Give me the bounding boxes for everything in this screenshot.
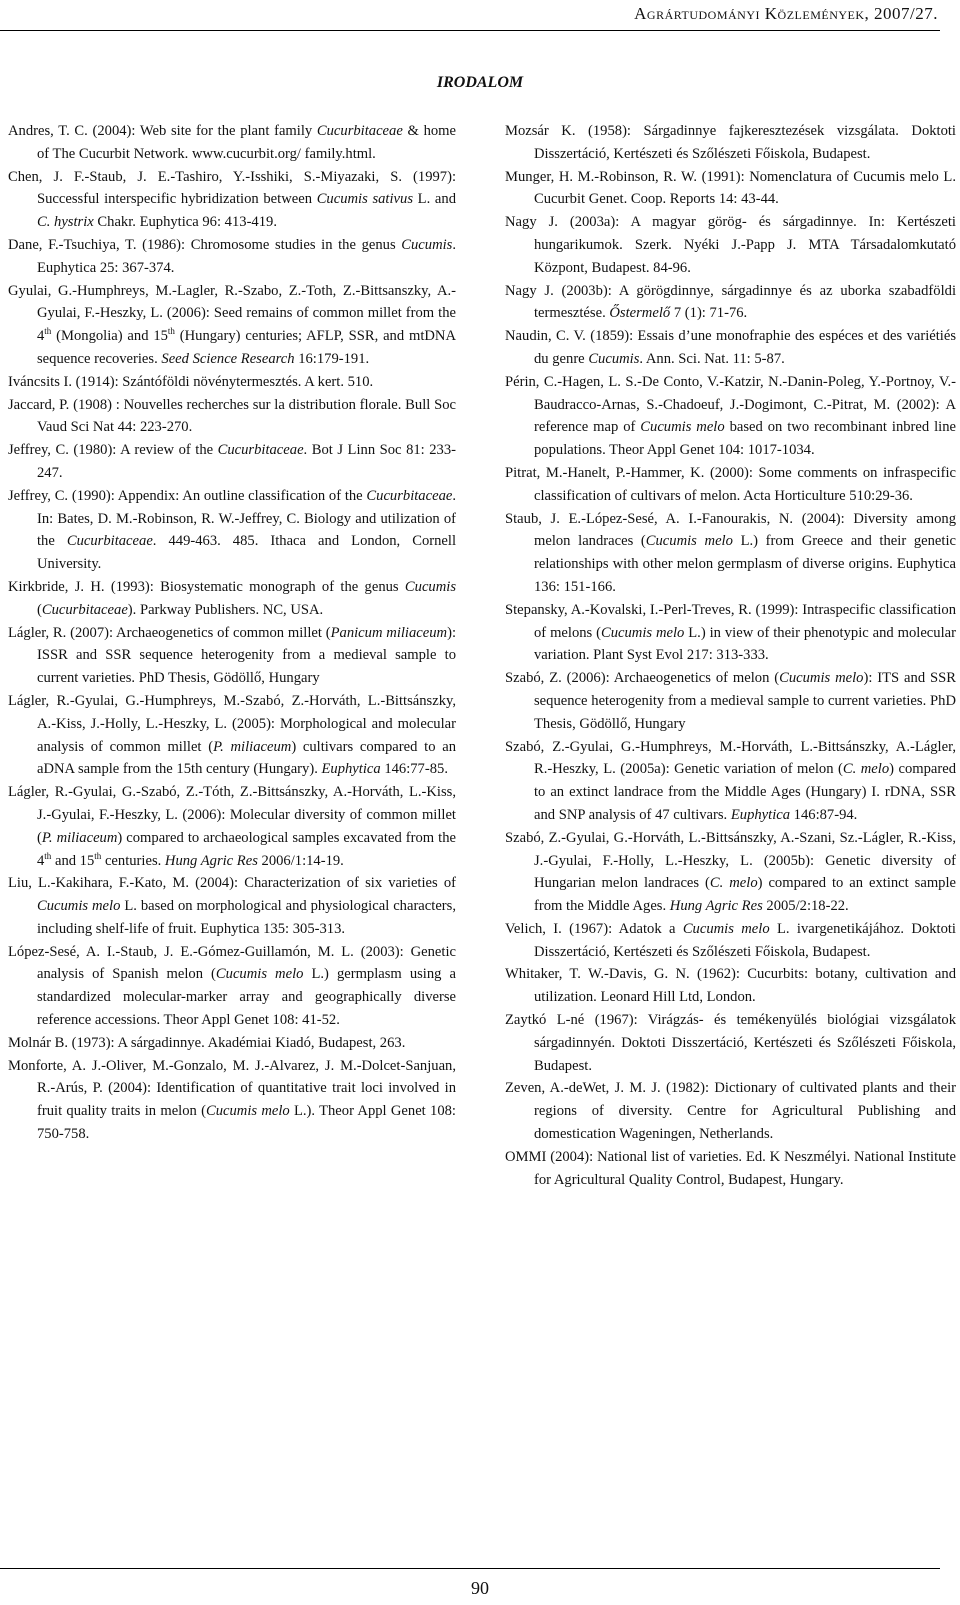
reference-entry: Staub, J. E.-López-Sesé, A. I.-Fanourakis, N. (2004): Diversity among melon landraces (Cucumis melo L.) from Greece and their genetic relationships with other melon germplasm of diverse origins. Euphytica 136: 151-166. [505,510,956,595]
reference-entry: Zaytkó L-né (1967): Virágzás- és temékenyülés biológiai vizsgálatok sárgadinnyén. Doktoti Disszertáció, Kertészeti és Szőlészeti Főiskola, Budapest. [505,1012,956,1074]
reference-entry: Zeven, A.-deWet, J. M. J. (1982): Dictionary of cultivated plants and their regions of diversity. Centre for Agricultural Publishing and domestication Wageningen, Netherlands. [505,1080,956,1143]
reference-entry: Szabó, Z.-Gyulai, G.-Humphreys, M.-Horváth, L.-Bittsánszky, A.-Lágler, R.-Heszky, L. (2005a): Genetic variation of melon (C. melo) compared to an extinct landrace from the Middle Ages (Hungary) I. rDNA, SSR and SNP analysis of 47 cultivars. Euphytica 146:87-94. [505,738,957,823]
reference-entry: Nagy J. (2003a): A magyar görög- és sárgadinnye. In: Kertészeti hungarikumok. Szerk. Nyéki J.-Papp J. MTA Társadalomkutató Központ, Budapest. 84-96. [505,214,956,276]
reference-entry: Velich, I. (1967): Adatok a Cucumis melo L. ivargenetikájához. Doktoti Disszertáció, Kertészeti és Szőlészeti Főiskola, Budapest. [505,920,956,960]
reference-entry: Chen, J. F.-Staub, J. E.-Tashiro, Y.-Isshiki, S.-Miyazaki, S. (1997): Successful interspecific hybridization between Cucumis sativus L. and C. hystrix Chakr. Euphytica 96: 413-419. [8,168,456,231]
reference-entry: Jaccard, P. (1908) : Nouvelles recherches sur la distribution florale. Bull Soc Vaud Sci Nat 44: 223-270. [8,396,456,436]
reference-entry: Liu, L.-Kakihara, F.-Kato, M. (2004): Characterization of six varieties of Cucumis melo L. based on morphological and physiological characters, including shelf-life of fruit. Euphytica 135: 305-313. [8,875,456,937]
references-left-column [8,120,456,1146]
reference-entry: Monforte, A. J.-Oliver, M.-Gonzalo, M. J.-Alvarez, J. M.-Dolcet-Sanjuan, R.-Arús, P. (2004): Identification of quantitative trait loci involved in fruit quality traits in melon (Cucumis melo L.). Theor Appl Genet 108: 750-758. [8,1057,456,1143]
reference-entry: Szabó, Z. (2006): Archaeogenetics of melon (Cucumis melo): ITS and SSR sequence heterogenity from a medieval sample to current varieties. PhD Thesis, Gödöllő, Hungary [505,670,956,732]
reference-entry: Lágler, R.-Gyulai, G.-Humphreys, M.-Szabó, Z.-Horváth, L.-Bittsánszky, A.-Kiss, J.-Holly, L.-Heszky, L. (2005): Morphological and molecular analysis of common millet (P. miliaceum) cultivars compared to an aDNA sample from the 15th century (Hungary). Euphytica 146:77-85. [8,692,457,778]
footer-rule [0,1568,940,1569]
reference-entry: Iváncsits I. (1914): Szántóföldi növénytermesztés. A kert. 510. [8,373,374,390]
reference-entry: OMMI (2004): National list of varieties. Ed. K Neszmélyi. National Institute for Agricultural Quality Control, Budapest, Hungary. [505,1148,956,1188]
reference-entry: Szabó, Z.-Gyulai, G.-Horváth, L.-Bittsánszky, A.-Szani, Sz.-Lágler, R.-Kiss, J.-Gyulai, F.-Holly, L.-Heszky, L. (2005b): Genetic diversity of Hungarian melon landraces (C. melo) compared to an extinct sample from the Middle Ages. Hung Agric Res 2005/2:18-22. [505,829,957,915]
reference-entry: Dane, F.-Tsuchiya, T. (1986): Chromosome studies in the genus Cucumis. Euphytica 25: 367-374. [8,236,456,276]
reference-entry: Molnár B. (1973): A sárgadinnye. Akadémiai Kiadó, Budapest, 263. [8,1034,406,1051]
reference-entry: Naudin, C. V. (1859): Essais d’une monofraphie des espéces et des variétiés du genre Cucumis. Ann. Sci. Nat. 11: 5-87. [505,328,956,367]
reference-entry: Nagy J. (2003b): A görögdinnye, sárgadinnye és az uborka szabadföldi termesztése. Őstermelő 7 (1): 71-76. [505,282,956,322]
page-number: 90 [471,1578,489,1598]
reference-entry: Andres, T. C. (2004): Web site for the plant family Cucurbitaceae & home of The Cucurbit Network. www.cucurbit.org/ family.html. [8,123,456,162]
reference-entry: Lágler, R.-Gyulai, G.-Szabó, Z.-Tóth, Z.-Bittsánszky, A.-Horváth, L.-Kiss, J.-Gyulai, F.-Heszky, L. (2006): Molecular diversity of common millet (P. miliaceum) compared to archaeological samples excavated from the 4th and 15th centuries. Hung Agric Res 2006/1:14-19. [8,784,457,869]
reference-entry: López-Sesé, A. I.-Staub, J. E.-Gómez-Guillamón, M. L. (2003): Genetic analysis of Spanish melon (Cucumis melo L.) germplasm using a standardized molecular-marker array and geographically diverse reference accessions. Theor Appl Genet 108: 41-52. [8,943,456,1029]
reference-entry: Périn, C.-Hagen, L. S.-De Conto, V.-Katzir, N.-Danin-Poleg, Y.-Portnoy, V.-Baudracco-Arnas, S.-Chadoeuf, J.-Dogimont, C.-Pitrat, M. (2002): A reference map of Cucumis melo based on two recombinant inbred line populations. Theor Appl Genet 104: 1017-1034. [505,373,956,459]
reference-entry: Stepansky, A.-Kovalski, I.-Perl-Treves, R. (1999): Intraspecific classification of melons (Cucumis melo L.) in view of their phenotypic and molecular variation. Plant Syst Evol 217: 313-333. [505,601,956,664]
reference-entry: Jeffrey, C. (1980): A review of the Cucurbitaceae. Bot J Linn Soc 81: 233-247. [8,442,456,481]
reference-entry: Jeffrey, C. (1990): Appendix: An outline classification of the Cucurbitaceae. In: Bates, D. M.-Robinson, R. W.-Jeffrey, C. Biology and utilization of the Cucurbitaceae. 449-463. 485. Ithaca and London, Cornell University. [8,487,457,573]
reference-entry: Pitrat, M.-Hanelt, P.-Hammer, K. (2000): Some comments on infraspecific classification of cultivars of melon. Acta Horticulture 510:29-36. [505,464,956,504]
reference-entry: Gyulai, G.-Humphreys, M.-Lagler, R.-Szabo, Z.-Toth, Z.-Bittsanszky, A.-Gyulai, F.-Heszky, L. (2006): Seed remains of common millet from the 4th (Mongolia) and 15th (Hungary) centuries; AFLP, SSR, and mtDNA sequence recoveries. Seed Science Research 16:179-191. [8,282,456,367]
reference-entry: Whitaker, T. W.-Davis, G. N. (1962): Cucurbits: botany, cultivation and utilization. Leonard Hill Ltd, London. [505,966,956,1006]
running-head: Agrártudományi Közlemények, 2007/27. [634,4,938,23]
references-right-column [505,120,956,1191]
reference-entry: Munger, H. M.-Robinson, R. W. (1991): Nomenclatura of Cucumis melo L. Cucurbit Genet. Coop. Reports 14: 43-44. [505,168,956,208]
reference-entry: Lágler, R. (2007): Archaeogenetics of common millet (Panicum miliaceum): ISSR and SSR sequence heterogenity from a medieval sample to current varieties. PhD Thesis, Gödöllő, Hungary [8,624,456,687]
reference-entry: Kirkbride, J. H. (1993): Biosystematic monograph of the genus Cucumis (Cucurbitaceae). Parkway Publishers. NC, USA. [8,578,456,618]
header-rule [0,30,940,31]
reference-entry: Mozsár K. (1958): Sárgadinnye fajkeresztezések vizsgálata. Doktoti Disszertáció, Kertészeti és Szőlészeti Főiskola, Budapest. [505,123,956,162]
section-title: IRODALOM [436,74,524,91]
